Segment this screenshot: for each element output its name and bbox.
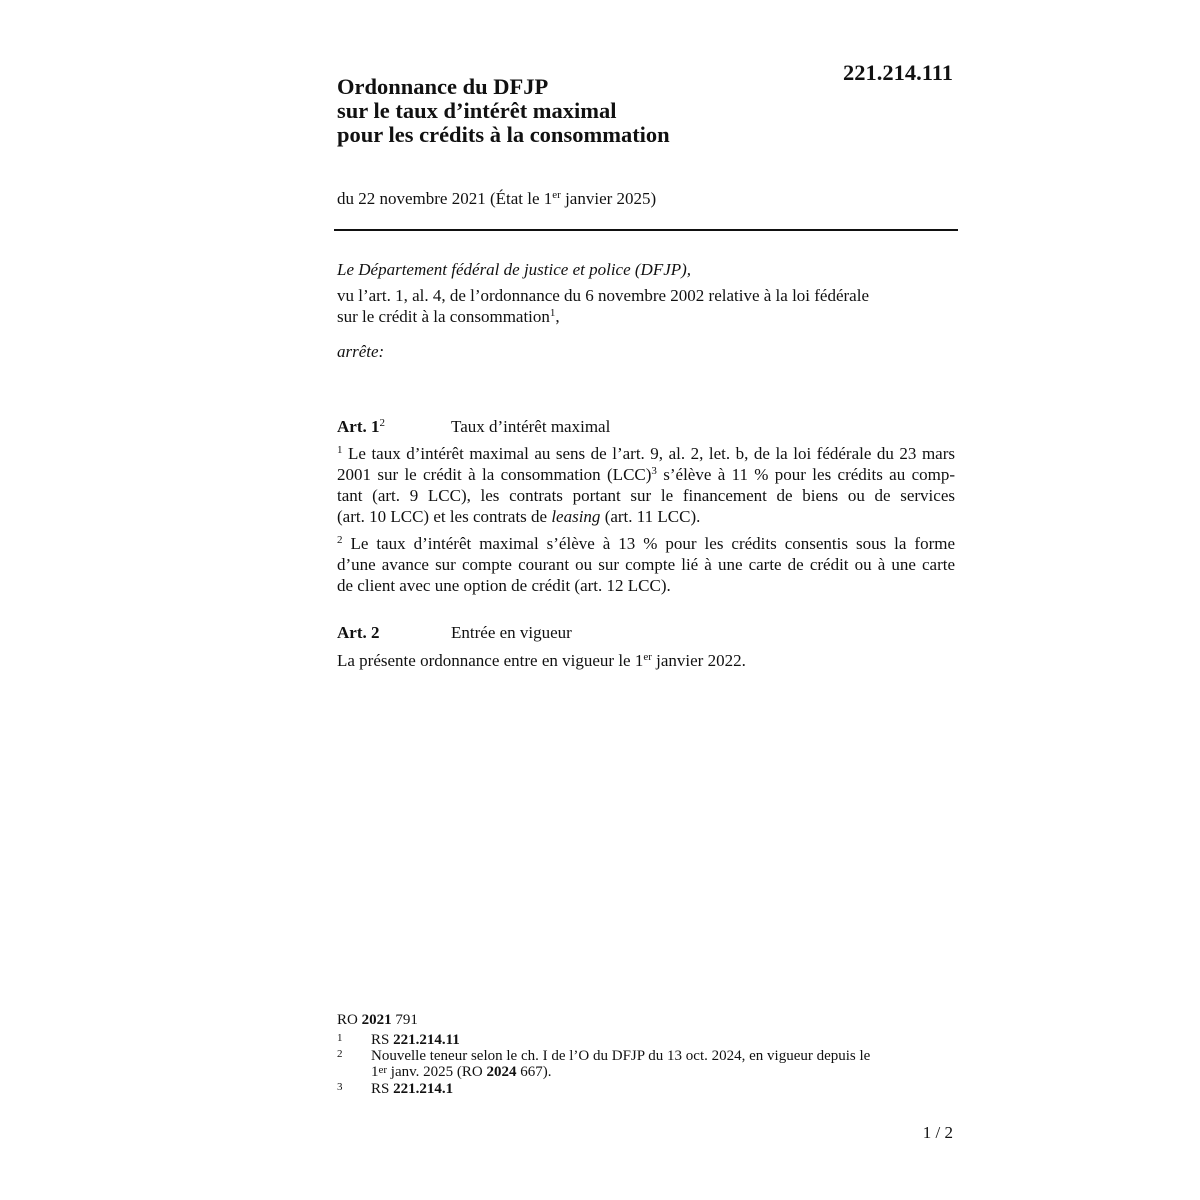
text: La présente ordonnance entre en vigueur le 1: [337, 651, 644, 670]
footnote-text: Nouvelle teneur selon le ch. I de l’O du DFJP du 13 oct. 2024, en vigueur depuis le: [371, 1048, 871, 1064]
text: Le taux d’intérêt maximal au sens de l’art. 9, al. 2, let. b, de la loi fédérale du 23 mars: [342, 444, 955, 463]
preamble-line: vu l’art. 1, al. 4, de l’ordonnance du 6 novembre 2002 relative à la loi fédérale: [337, 286, 869, 305]
preamble-line: [337, 307, 560, 327]
article-1-title: Taux d’intérêt maximal: [451, 417, 611, 436]
paragraph-number: 2: [337, 534, 343, 546]
title-line: pour les crédits à la consommation: [337, 122, 670, 147]
text: janvier 2022.: [651, 651, 746, 670]
superscript: er: [552, 189, 561, 201]
paragraph-line: de client avec une option de crédit (art. 12 LCC).: [337, 576, 671, 595]
paragraph-line: [337, 507, 700, 527]
footnote-ref-2[interactable]: 2: [379, 417, 385, 429]
paragraph-line: d’une avance sur compte courant ou sur compte lié à une carte de crédit ou à une carte: [337, 555, 955, 574]
date-text: du 22 novembre 2021 (État le 1: [337, 189, 553, 208]
text: RO: [337, 1012, 362, 1028]
article-label: Art. 1: [337, 417, 380, 436]
footnote-text: RS 221.214.1: [371, 1081, 454, 1097]
paragraph-line: [337, 444, 955, 464]
document-date: [337, 189, 656, 209]
text: (art. 10 LCC) et les contrats de: [337, 507, 552, 526]
footnote-number: 3: [337, 1081, 343, 1093]
text: 2021: [361, 1012, 392, 1028]
paragraph-line: [337, 465, 955, 485]
article-1-heading: [337, 417, 385, 437]
text: leasing: [551, 507, 601, 526]
text: ,: [555, 307, 560, 326]
ro-reference: [337, 1012, 418, 1028]
footnote-text: 1er janv. 2025 (RO 2024 667).: [371, 1064, 552, 1080]
paragraph-number: 1: [337, 444, 343, 456]
article-2-label: Art. 2: [337, 623, 380, 642]
sr-number: 221.214.111: [842, 60, 953, 85]
text: s’élève à 11 % pour les crédits au comp-: [656, 465, 955, 484]
title-line: sur le taux d’intérêt maximal: [337, 98, 617, 123]
text: Le taux d’intérêt maximal s’élève à 13 % pour les crédits consentis sous la forme: [342, 534, 955, 553]
title-line: Ordonnance du DFJP: [337, 74, 549, 99]
article-2-title: Entrée en vigueur: [451, 623, 572, 642]
page-number: 1 / 2: [922, 1123, 953, 1142]
footnote-ref-3[interactable]: 3: [651, 465, 657, 477]
text: (art. 11 LCC).: [600, 507, 701, 526]
preamble-authority: Le Département fédéral de justice et police (DFJP),: [337, 260, 692, 279]
text: sur le crédit à la consommation: [337, 307, 550, 326]
footnote-number: 1: [337, 1032, 343, 1044]
preamble-decree: arrête:: [337, 342, 385, 361]
text: 791: [391, 1012, 418, 1028]
date-text: janvier 2025): [560, 189, 657, 208]
footnote-text: RS 221.214.11: [371, 1032, 460, 1048]
paragraph-line: tant (art. 9 LCC), les contrats portant sur le financement de biens ou de services: [337, 486, 955, 505]
paragraph-line: [337, 534, 955, 554]
article-2-text: [337, 651, 746, 671]
superscript: er: [643, 651, 652, 663]
divider: [334, 229, 958, 231]
footnote-ref-1[interactable]: 1: [549, 307, 556, 319]
footnote-number: 2: [337, 1048, 343, 1060]
text: 2001 sur le crédit à la consommation (LCC): [337, 465, 652, 484]
